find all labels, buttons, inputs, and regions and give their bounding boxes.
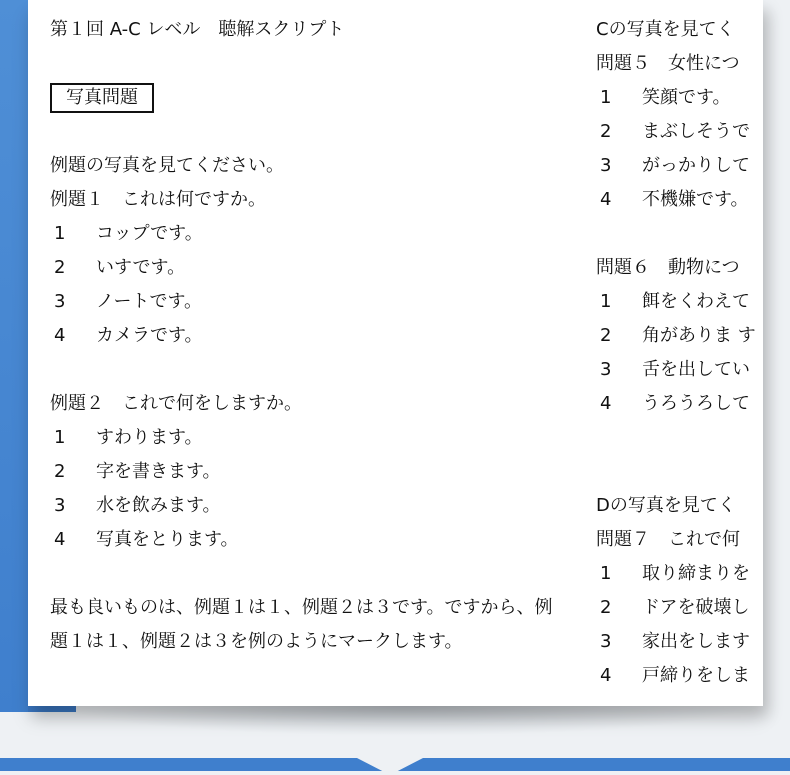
option-row — [50, 523, 570, 557]
option-row — [596, 81, 763, 115]
option-number: 2 — [54, 461, 66, 482]
option-number: 3 — [54, 291, 66, 312]
option-text: 写真をとります。 — [96, 529, 239, 550]
option-text: 笑顔です。 — [642, 87, 731, 108]
example1-question: 例題１ これは何ですか。 — [50, 189, 266, 210]
option-number: 4 — [600, 665, 612, 686]
spacer — [596, 455, 763, 489]
option-number: 4 — [54, 529, 66, 550]
option-text: 字を書きます。 — [96, 461, 221, 482]
option-text: 水を飲みます。 — [96, 495, 221, 516]
option-number: 1 — [54, 427, 66, 448]
option-row — [596, 183, 763, 217]
option-number: 1 — [54, 223, 66, 244]
option-row — [596, 353, 763, 387]
option-row — [596, 591, 763, 625]
option-text: 角がありま す — [642, 325, 756, 346]
section-label-row — [50, 81, 570, 115]
script-page — [28, 0, 763, 706]
option-number: 2 — [600, 121, 612, 142]
option-row — [596, 285, 763, 319]
explanation-paragraph: 最も良いものは、例題１は１、例題２は３です。ですから、例題１は１、例題２は３を例のようにマークします。 — [50, 597, 553, 652]
question6: 問題６ 動物につ — [596, 257, 740, 278]
page-title: 第１回 A-C レベル 聴解スクリプト — [50, 19, 345, 40]
option-text: 戸締りをしま — [642, 665, 750, 686]
option-text: 舌を出してい — [642, 359, 750, 380]
option-number: 2 — [600, 325, 612, 346]
right-column — [596, 13, 763, 693]
option-row — [50, 421, 570, 455]
option-number: 1 — [600, 563, 612, 584]
spacer — [50, 353, 570, 387]
option-row — [596, 149, 763, 183]
option-row — [50, 285, 570, 319]
option-number: 2 — [54, 257, 66, 278]
option-row — [50, 217, 570, 251]
bottom-notch — [357, 758, 423, 775]
spacer — [596, 217, 763, 251]
option-row — [596, 557, 763, 591]
option-text: 取り締まりを — [642, 563, 750, 584]
option-number: 1 — [600, 291, 612, 312]
option-text: 餌をくわえて — [642, 291, 750, 312]
option-number: 1 — [600, 87, 612, 108]
option-number: 4 — [600, 189, 612, 210]
photo-d-intro: Dの写真を見てく — [596, 495, 736, 516]
option-row — [596, 659, 763, 693]
photo-c-intro: Cの写真を見てく — [596, 19, 735, 40]
option-text: 家出をします — [642, 631, 750, 652]
option-row — [596, 387, 763, 421]
option-text: すわります。 — [96, 427, 203, 448]
option-text: カメラです。 — [96, 325, 203, 346]
option-text: まぶしそうで — [642, 121, 750, 142]
option-row — [50, 319, 570, 353]
option-number: 4 — [54, 325, 66, 346]
option-text: コップです。 — [96, 223, 203, 244]
option-number: 3 — [54, 495, 66, 516]
question7: 問題７ これで何 — [596, 529, 740, 550]
option-number: 4 — [600, 393, 612, 414]
example2-question: 例題２ これで何をしますか。 — [50, 393, 302, 414]
spacer — [50, 47, 570, 81]
section-label: 写真問題 — [50, 83, 154, 113]
option-text: ノートです。 — [96, 291, 203, 312]
question5: 問題５ 女性につ — [596, 53, 740, 74]
option-text: うろうろして — [642, 393, 750, 414]
page-shadow — [60, 706, 750, 736]
example-intro: 例題の写真を見てください。 — [50, 155, 284, 176]
option-number: 2 — [600, 597, 612, 618]
option-text: ドアを破壊し — [642, 597, 750, 618]
spacer — [50, 115, 570, 149]
option-number: 3 — [600, 155, 612, 176]
option-text: いすです。 — [96, 257, 186, 278]
option-number: 3 — [600, 359, 612, 380]
option-row — [596, 319, 763, 353]
option-number: 3 — [600, 631, 612, 652]
left-column — [50, 13, 570, 659]
spacer — [50, 557, 570, 591]
option-row — [596, 115, 763, 149]
option-row — [50, 455, 570, 489]
option-row — [50, 489, 570, 523]
spacer — [596, 421, 763, 455]
option-text: 不機嫌です。 — [642, 189, 749, 210]
option-row — [596, 625, 763, 659]
option-row — [50, 251, 570, 285]
option-text: がっかりして — [642, 155, 750, 176]
